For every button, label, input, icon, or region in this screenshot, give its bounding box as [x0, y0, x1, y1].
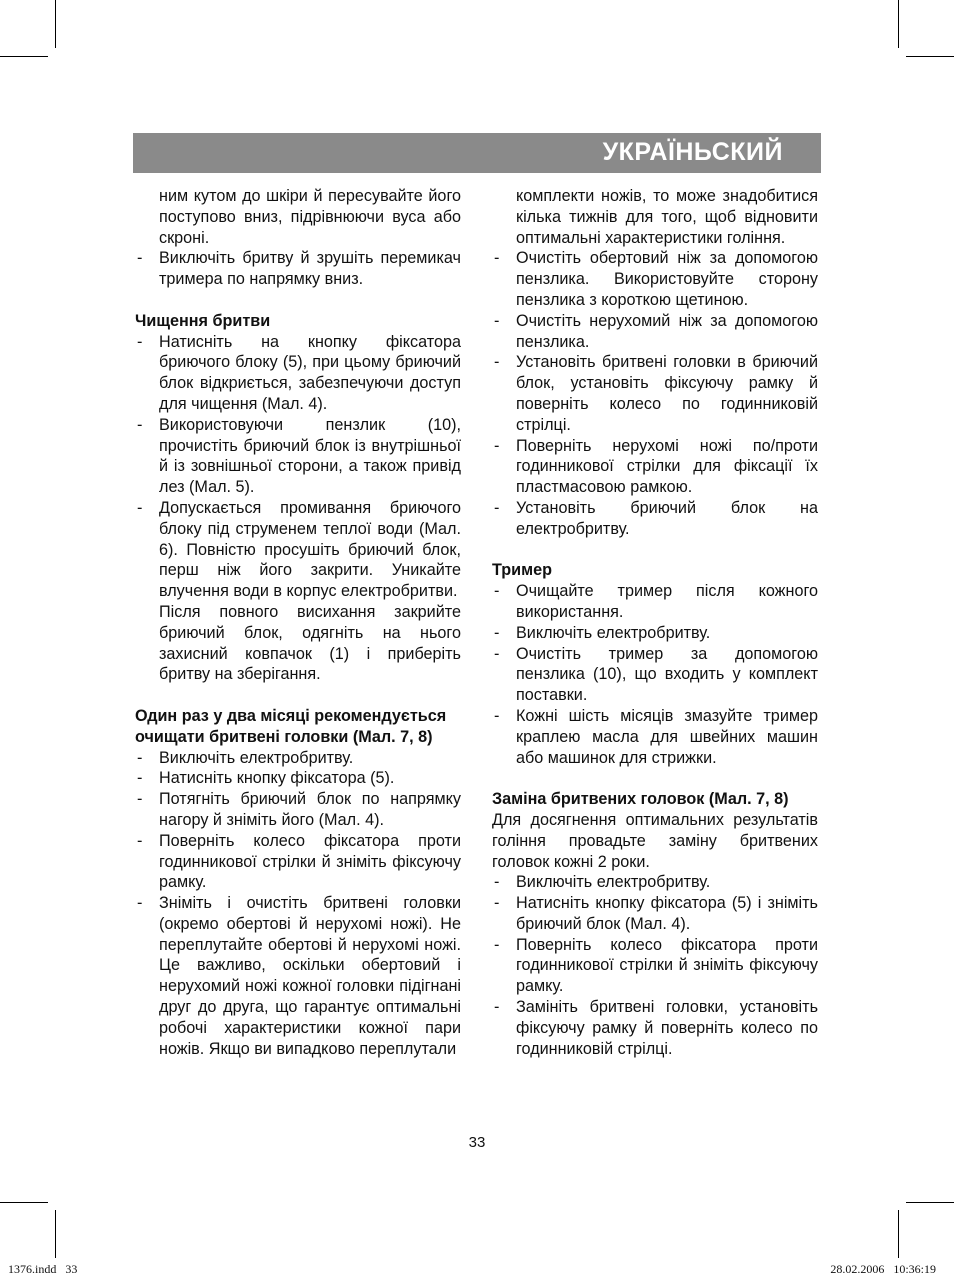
continued-paragraph: комплекти ножів, то може знадобитися кілька тижнів для того, щоб відновити оптимальні характеристики гоління.: [516, 187, 818, 247]
indented-paragraph: Після повного висихання закрийте бриючий блок, одягніть на нього захисний ковпачок (1) і приберіть бритву на зберігання.: [159, 602, 461, 684]
crop-mark: [0, 56, 48, 57]
file-slug: 1376.indd 33: [8, 1262, 78, 1276]
list-item: - Зніміть і очистіть бритвені головки (окремо обертові й нерухомі ножі). Не переплутайте обертові й нерухомі ножі. Це важливо, оскільки обертовий і нерухомий ножі кожної головки підігнані друг до друга, що гарантує оптимальні робочі характеристики кожної пари ножів. Якщо ви випадково переплутали: [137, 894, 461, 1058]
list-item: - Очистіть тример за допомогою пензлика (10), що входить у комплект поставки.: [494, 644, 818, 705]
crop-mark: [0, 1202, 48, 1203]
section-heading: Чищення бритви: [135, 311, 271, 330]
list-item: - Замініть бритвені головки, установіть фіксуючу рамку й поверніть колесо по годинниковій стрілці.: [494, 998, 818, 1058]
crop-mark: [906, 56, 954, 57]
list-item: - Очистіть обертовий ніж за допомогою пензлика. Використовуйте сторону пензлика з короткою щетиною.: [494, 249, 818, 309]
crop-mark: [898, 1210, 899, 1258]
list-item: - Очищайте тример після кожного використання.: [494, 582, 818, 621]
left-column: [135, 186, 461, 1059]
list-item: - Виключіть електробритву.: [494, 873, 711, 892]
paragraph: Для досягнення оптимальних результатів гоління провадьте заміну бритвених головок кожні 2 роки.: [492, 810, 818, 871]
language-header-bar: [133, 133, 821, 173]
crop-mark: [55, 0, 56, 48]
list-item: - Допускається промивання бриючого блоку під струменем теплої води (Мал. 6). Повністю просушіть бриючий блок, перш ніж його закрити. Уникайте влучення води в корпус електробритви.: [137, 498, 461, 601]
list-item: - Поверніть колесо фіксатора проти годинникової стрілки й зніміть фіксуючу рамку.: [494, 935, 818, 996]
list-item: - Виключіть електробритву.: [494, 623, 711, 642]
list-item: - Натисніть кнопку фіксатора (5) і зніміть бриючий блок (Мал. 4).: [494, 894, 818, 933]
list-item: - Поверніть колесо фіксатора проти годинникової стрілки й зніміть фіксуючу рамку.: [137, 831, 461, 892]
language-title: УКРАЇНЬСКИЙ: [602, 138, 783, 166]
list-item: - Установіть бритвені головки в бриючий блок, установіть фіксуючу рамку й поверніть колесо по годинниковій стрілці.: [494, 353, 818, 434]
continued-paragraph: ним кутом до шкіри й пересувайте його поступово вниз, підрівнюючи вуса або скроні.: [159, 187, 461, 247]
list-item: - Виключіть електробритву.: [137, 748, 354, 767]
crop-mark: [55, 1210, 56, 1258]
section-heading: Один раз у два місяці рекомендується очищати бритвені головки (Мал. 7, 8): [135, 706, 447, 746]
list-item: - Виключіть бритву й зрушіть перемикач тримера по напрямку вниз.: [137, 249, 461, 289]
crop-mark: [898, 0, 899, 48]
list-item: - Натисніть кнопку фіксатора (5).: [137, 769, 395, 788]
list-item: - Кожні шість місяців змазуйте тример краплею масла для швейних машин або машинок для стрижки.: [494, 706, 818, 767]
section-heading: Тример: [492, 561, 552, 580]
page-number: 33: [468, 1134, 486, 1151]
date-slug: 28.02.2006 10:36:19: [830, 1262, 936, 1276]
list-item: - Натисніть на кнопку фіксатора бриючого блоку (5), при цьому бриючий блок відкриється, забезпечуючи доступ для чищення (Мал. 4).: [137, 332, 461, 413]
section-heading: Заміна бритвених головок (Мал. 7, 8): [492, 790, 789, 809]
right-column: [492, 186, 818, 1059]
list-item: - Потягніть бриючий блок по напрямку нагору й зніміть його (Мал. 4).: [137, 790, 461, 829]
list-item: - Використовуючи пензлик (10), прочистіть бриючий блок із внутрішньої й із зовнішньої сторони, а також привід лез (Мал. 5).: [137, 415, 461, 497]
crop-mark: [906, 1202, 954, 1203]
list-item: - Установіть бриючий блок на електробритву.: [494, 498, 818, 538]
list-item: - Очистіть нерухомий ніж за допомогою пензлика.: [494, 311, 818, 351]
list-item: - Поверніть нерухомі ножі по/проти годинникової стрілки для фіксації їх пластмасовою рамкою.: [494, 436, 818, 497]
